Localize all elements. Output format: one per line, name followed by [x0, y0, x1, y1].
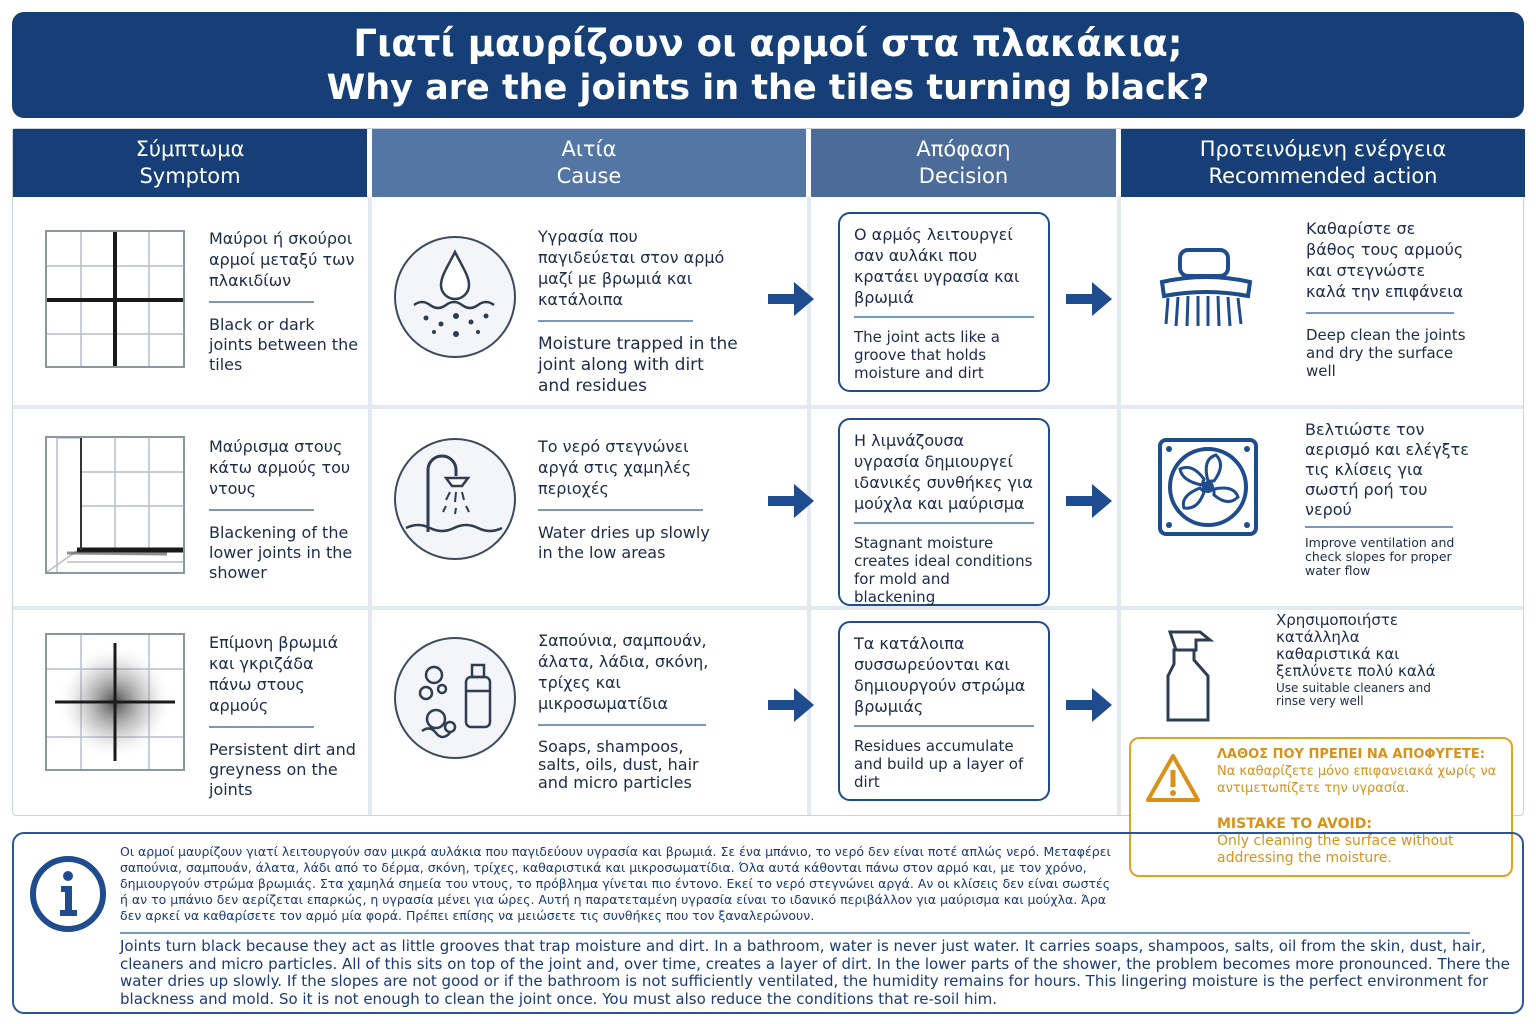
scrub-brush-icon — [1156, 246, 1256, 330]
residues-icon — [394, 637, 516, 759]
symptom-cell — [209, 632, 359, 800]
warning-triangle-icon — [1145, 753, 1201, 803]
column-divider — [368, 197, 372, 815]
symptom-english: Blackening of the lower joints in the shower — [209, 523, 353, 582]
decision-box — [838, 212, 1050, 392]
row-divider — [13, 606, 1523, 610]
column-divider — [1117, 197, 1121, 815]
separator — [538, 509, 703, 511]
cause-cell — [538, 226, 738, 397]
arrow-right-icon — [768, 688, 814, 722]
symptom-greek: Επίμονη βρωμιά και γκριζάδα πάνω στους αρμούς — [209, 633, 339, 715]
cause-greek: Το νερό στεγνώνει αργά στις χαμηλές περιοχές — [538, 437, 692, 498]
separator — [1306, 312, 1454, 314]
warning-text-greek: Να καθαρίζετε μόνο επιφανειακά χωρίς να αντιμετωπίζετε την υγρασία. — [1217, 764, 1497, 796]
action-cell — [1306, 218, 1466, 380]
cause-greek: Υγρασία που παγιδεύεται στον αρμό μαζί με βρωμιά και κατάλοιπα — [538, 227, 725, 309]
title-greek: Γιατί μαυρίζουν οι αρμοί στα πλακάκια; — [353, 22, 1183, 65]
arrow-right-icon — [768, 282, 814, 316]
decision-box — [838, 621, 1050, 801]
info-text-english: Joints turn black because they act as little grooves that trap moisture and dirt. In a bathroom, water is never just water. It carries soaps, shampoos, salts, oil from the skin, dust, hair, cleaners and micro particles. All of this sits on top of the joint and, over time, creates a layer of dirt. In the lower parts of the shower, the problem becomes more pronounced. There the water dries up slowly. If the slopes are not good or if the bathroom is not sufficiently ventilated, the humidity remains for hours. This lingering moisture is the perfect environment for blackness and mold. So it is not enough to clean the joint once. You must also reduce the conditions that re-soil him. — [120, 937, 1510, 1008]
info-box — [12, 832, 1524, 1014]
symptom-cell — [209, 436, 359, 583]
column-header-greek: Αιτία — [561, 137, 617, 161]
title-english: Why are the joints in the tiles turning black? — [326, 68, 1210, 108]
tile-grid-icon — [45, 230, 185, 368]
column-header-greek: Προτεινόμενη ενέργεια — [1199, 137, 1447, 161]
separator — [854, 725, 1034, 727]
column-header-cause — [372, 129, 806, 197]
action-english: Improve ventilation and check slopes for proper water flow — [1305, 535, 1455, 578]
warning-title-greek: ΛΑΘΟΣ ΠΟΥ ΠΡΕΠΕΙ ΝΑ ΑΠΟΦΥΓΕΤΕ: — [1217, 747, 1485, 762]
symptom-greek: Μαύροι ή σκούροι αρμοί μεταξύ των πλακιδίων — [209, 229, 355, 290]
action-greek: Βελτιώστε τον αερισμό και ελέγξτε τις κλίσεις για σωστή ροή του νερού — [1305, 420, 1469, 519]
cause-greek: Σαπούνια, σαμπουάν, άλατα, λάδια, σκόνη, τρίχες και μικροσωματίδια — [538, 631, 709, 713]
warning-title-english: MISTAKE TO AVOID: — [1217, 816, 1372, 832]
separator — [209, 301, 314, 303]
column-header-symptom — [13, 129, 367, 197]
separator — [854, 316, 1034, 318]
decision-english: Stagnant moisture creates ideal conditions for mold and blackening — [854, 534, 1033, 606]
info-text-greek: Οι αρμοί μαυρίζουν γιατί λειτουργούν σαν μικρά αυλάκια που παγιδεύουν υγρασία και βρωμιά. Σε ένα μπάνιο, το νερό δεν είναι ποτέ απλώς νερό. Μεταφέρει σαπούνια, σαμπουάν, άλατα, λάδι από το δέρμα, σκόνη, τρίχες, καθαριστικά και μικροσωματίδια. Όλα αυτά κάθονται πάνω στον αρμό και, με τον χρόνο, δημιουργούν στρώμα βρωμιάς. Στα χαμηλά σημεία του ντους, το πρόβλημα γίνεται πιο έντονο. Εκεί το νερό στεγνώνει αργά. Αν οι κλίσεις δεν είναι σωστές ή αν το μπάνιο δεν αερίζεται επαρκώς, η υγρασία μένει για ώρες. Αυτή η παρατεταμένη υγρασία είναι το ιδανικό περιβάλλον για μαύρισμα και μούχλα. Άρα δεν αρκεί να καθαρίσετε τον αρμό μία φορά. Πρέπει επίσης να μειώσετε τις συνθήκες που τον ξαναλερώνουν. — [120, 844, 1111, 923]
water-drop-icon — [394, 236, 516, 358]
row-divider — [13, 405, 1523, 409]
separator — [538, 724, 706, 726]
arrow-right-icon — [1066, 484, 1112, 518]
cause-english: Water dries up slowly in the low areas — [538, 523, 710, 562]
info-icon — [28, 854, 108, 934]
symptom-english: Persistent dirt and greyness on the joints — [209, 740, 356, 799]
decision-english: Residues accumulate and build up a layer of dirt — [854, 737, 1024, 791]
column-header-english: Recommended action — [1208, 164, 1438, 188]
separator — [209, 726, 314, 728]
separator — [209, 509, 314, 511]
column-header-greek: Σύμπτωμα — [135, 137, 245, 161]
action-greek: Χρησιμοποιήστε κατάλληλα καθαριστικά και ξεπλύνετε πολύ καλά — [1276, 611, 1436, 680]
cause-cell — [538, 436, 718, 563]
decision-english: The joint acts like a groove that holds moisture and dirt — [854, 328, 1000, 382]
action-english: Deep clean the joints and dry the surface well — [1306, 326, 1466, 380]
separator — [538, 320, 693, 322]
arrow-right-icon — [1066, 688, 1112, 722]
arrow-right-icon — [768, 484, 814, 518]
decision-box — [838, 418, 1050, 606]
symptom-cell — [209, 228, 359, 375]
separator — [1305, 526, 1453, 528]
column-header-english: Cause — [556, 164, 622, 188]
column-header-english: Symptom — [139, 164, 241, 188]
column-header-action — [1121, 129, 1525, 197]
arrow-right-icon — [1066, 282, 1112, 316]
separator — [120, 932, 1470, 934]
decision-greek: Τα κατάλοιπα συσσωρεύονται και δημιουργούν στρώμα βρωμιάς — [854, 634, 1026, 716]
spray-bottle-icon — [1164, 626, 1220, 726]
grimy-joint-icon — [45, 633, 185, 771]
cause-english: Soaps, shampoos, salts, oils, dust, hair and micro particles — [538, 737, 699, 792]
ventilation-fan-icon — [1157, 437, 1259, 537]
symptom-english: Black or dark joints between the tiles — [209, 315, 359, 374]
separator — [854, 522, 1034, 524]
action-cell — [1305, 420, 1470, 578]
column-header-decision — [811, 129, 1116, 197]
shower-icon — [394, 438, 516, 560]
warning-text-english: Only cleaning the surface without addressing the moisture. — [1217, 833, 1454, 866]
action-cell — [1276, 612, 1436, 708]
shower-corner-icon — [45, 436, 185, 574]
cause-english: Moisture trapped in the joint along with dirt and residues — [538, 334, 738, 396]
decision-greek: Η λιμνάζουσα υγρασία δημιουργεί ιδανικές συνθήκες για μούχλα και μαύρισμα — [854, 431, 1033, 513]
action-greek: Καθαρίστε σε βάθος τους αρμούς και στεγνώστε καλά την επιφάνεια — [1306, 219, 1464, 301]
action-english: Use suitable cleaners and rinse very well — [1276, 681, 1431, 708]
title-banner — [12, 12, 1524, 118]
column-header-greek: Απόφαση — [916, 137, 1011, 161]
column-header-english: Decision — [918, 164, 1009, 188]
cause-cell — [538, 630, 718, 792]
symptom-greek: Μαύρισμα στους κάτω αρμούς του ντους — [209, 437, 351, 498]
decision-greek: Ο αρμός λειτουργεί σαν αυλάκι που κρατάει υγρασία και βρωμιά — [854, 225, 1020, 307]
